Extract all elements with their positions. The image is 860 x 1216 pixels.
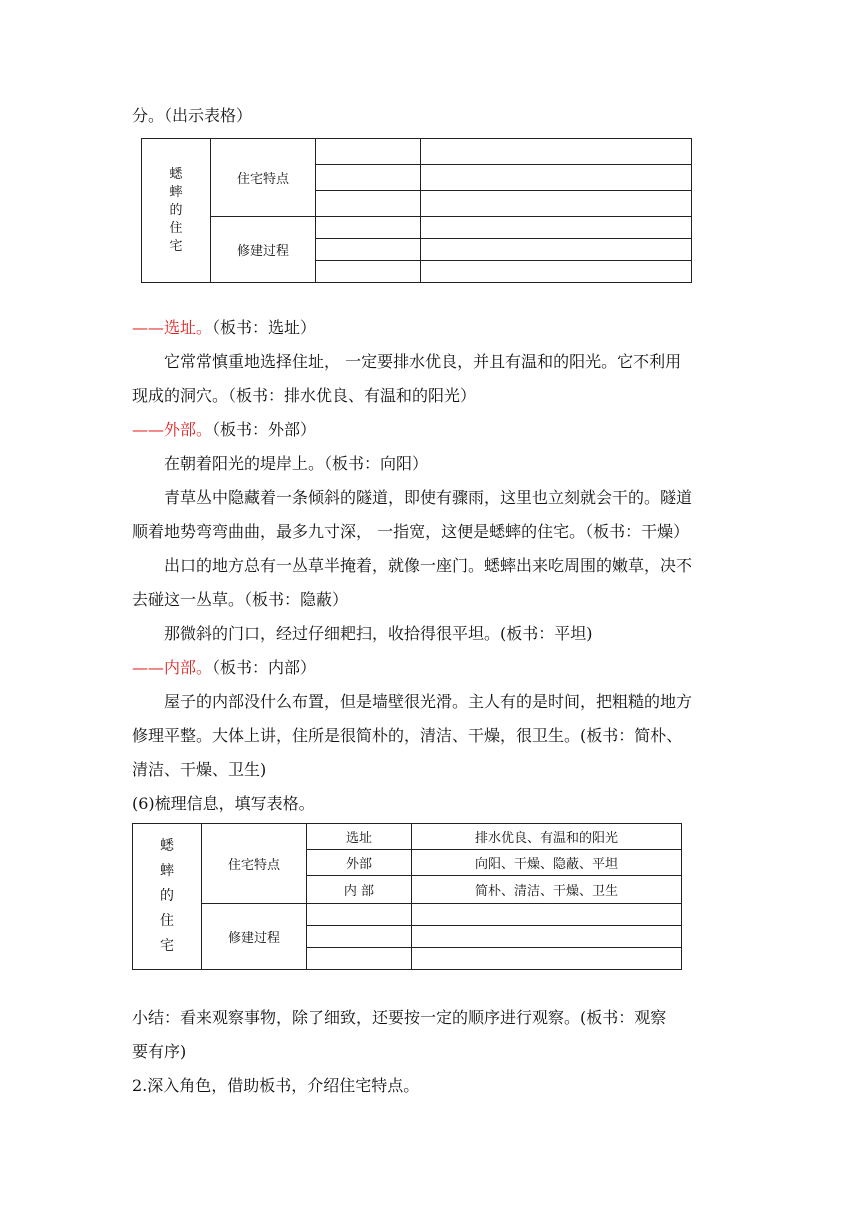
paragraph-line: 屋子的内部没什么布置，但是墙壁很光滑。主人有的是时间，把粗糙的地方 [164,692,693,711]
table-title-cell [142,139,211,283]
section-note: （板书：选址） [212,318,317,337]
table-cell [316,139,421,165]
paragraph-line: 顺着地势弯弯曲曲，最多九寸深， 一指宽，这便是蟋蟀的住宅。（板书：干燥） [132,522,690,541]
row-key: 内 部 [307,876,412,903]
title-char: 蟀 [169,184,183,200]
step-heading: (6)梳理信息，填写表格。 [132,794,315,813]
section-head: ——选址。 [132,318,213,337]
title-char: 蟋 [160,838,174,854]
section-heading-site [132,318,316,338]
table-cell [412,947,682,969]
table-cell [307,903,412,925]
section-heading-exterior [132,420,316,440]
section-note: （板书：内部） [212,658,317,677]
row-value: 向阳、干燥、隐蔽、平坦 [412,850,682,876]
paragraph-line: 清洁、干燥、卫生) [132,760,267,779]
section-note: （板书：外部） [212,420,317,439]
table-cell [316,191,421,217]
table-cell [316,217,421,239]
paragraph-line: 出口的地方总有一丛草半掩着，就像一座门。蟋蟀出来吃周围的嫩草，决不 [164,556,693,575]
table-cell [421,239,692,261]
section-head: ——内部。 [132,658,213,677]
table-cell [412,903,682,925]
group-label-building: 修建过程 [211,217,316,283]
paragraph-line: 现成的洞穴。（板书：排水优良、有温和的阳光） [132,386,477,405]
table-cell [421,139,692,165]
row-key: 外部 [307,850,412,876]
title-char: 蟀 [160,863,174,879]
intro-line: 分。（出示表格） [132,106,253,125]
table-cell [421,191,692,217]
table-cell [316,239,421,261]
summary-line: 要有序) [132,1042,187,1061]
step-heading: 2.深入角色，借助板书，介绍住宅特点。 [132,1076,420,1095]
table-cell [307,947,412,969]
table-cell [412,925,682,947]
table-cell [307,925,412,947]
row-key: 选址 [307,824,412,850]
paragraph-line: 修理平整。大体上讲，住所是很简朴的，清洁、干燥，很卫生。(板书：简朴、 [132,726,683,745]
title-char: 蟋 [169,166,183,182]
paragraph-line: 青草丛中隐藏着一条倾斜的隧道，即使有骤雨，这里也立刻就会干的。隧道 [164,488,693,507]
title-char: 的 [169,202,183,218]
paragraph-line: 在朝着阳光的堤岸上。（板书：向阳） [164,454,429,473]
group-label-building: 修建过程 [202,903,307,969]
title-char: 的 [160,888,174,904]
table-cell [316,261,421,283]
row-value: 排水优良、有温和的阳光 [412,824,682,850]
group-label-features: 住宅特点 [202,824,307,904]
title-char: 宅 [169,238,183,254]
paragraph-line: 它常常慎重地选择住址， 一定要排水优良，并且有温和的阳光。它不利用 [164,352,682,371]
table-empty [141,138,692,283]
row-value: 简朴、清洁、干燥、卫生 [412,876,682,903]
title-char: 宅 [160,938,174,954]
table-cell [421,217,692,239]
paragraph-line: 那微斜的门口，经过仔细耙扫，收拾得很平坦。(板书：平坦) [164,624,593,643]
table-cell [421,261,692,283]
table-cell [421,165,692,191]
section-head: ——外部。 [132,420,213,439]
table-title-cell [133,824,202,970]
title-char: 住 [169,220,183,236]
group-label-features: 住宅特点 [211,139,316,217]
summary-line: 小结：看来观察事物，除了细致，还要按一定的顺序进行观察。(板书：观察 [132,1008,667,1027]
table-cell [316,165,421,191]
table-filled [132,823,682,970]
section-heading-interior [132,658,316,678]
paragraph-line: 去碰这一丛草。（板书：隐蔽） [132,590,349,609]
title-char: 住 [160,913,174,929]
